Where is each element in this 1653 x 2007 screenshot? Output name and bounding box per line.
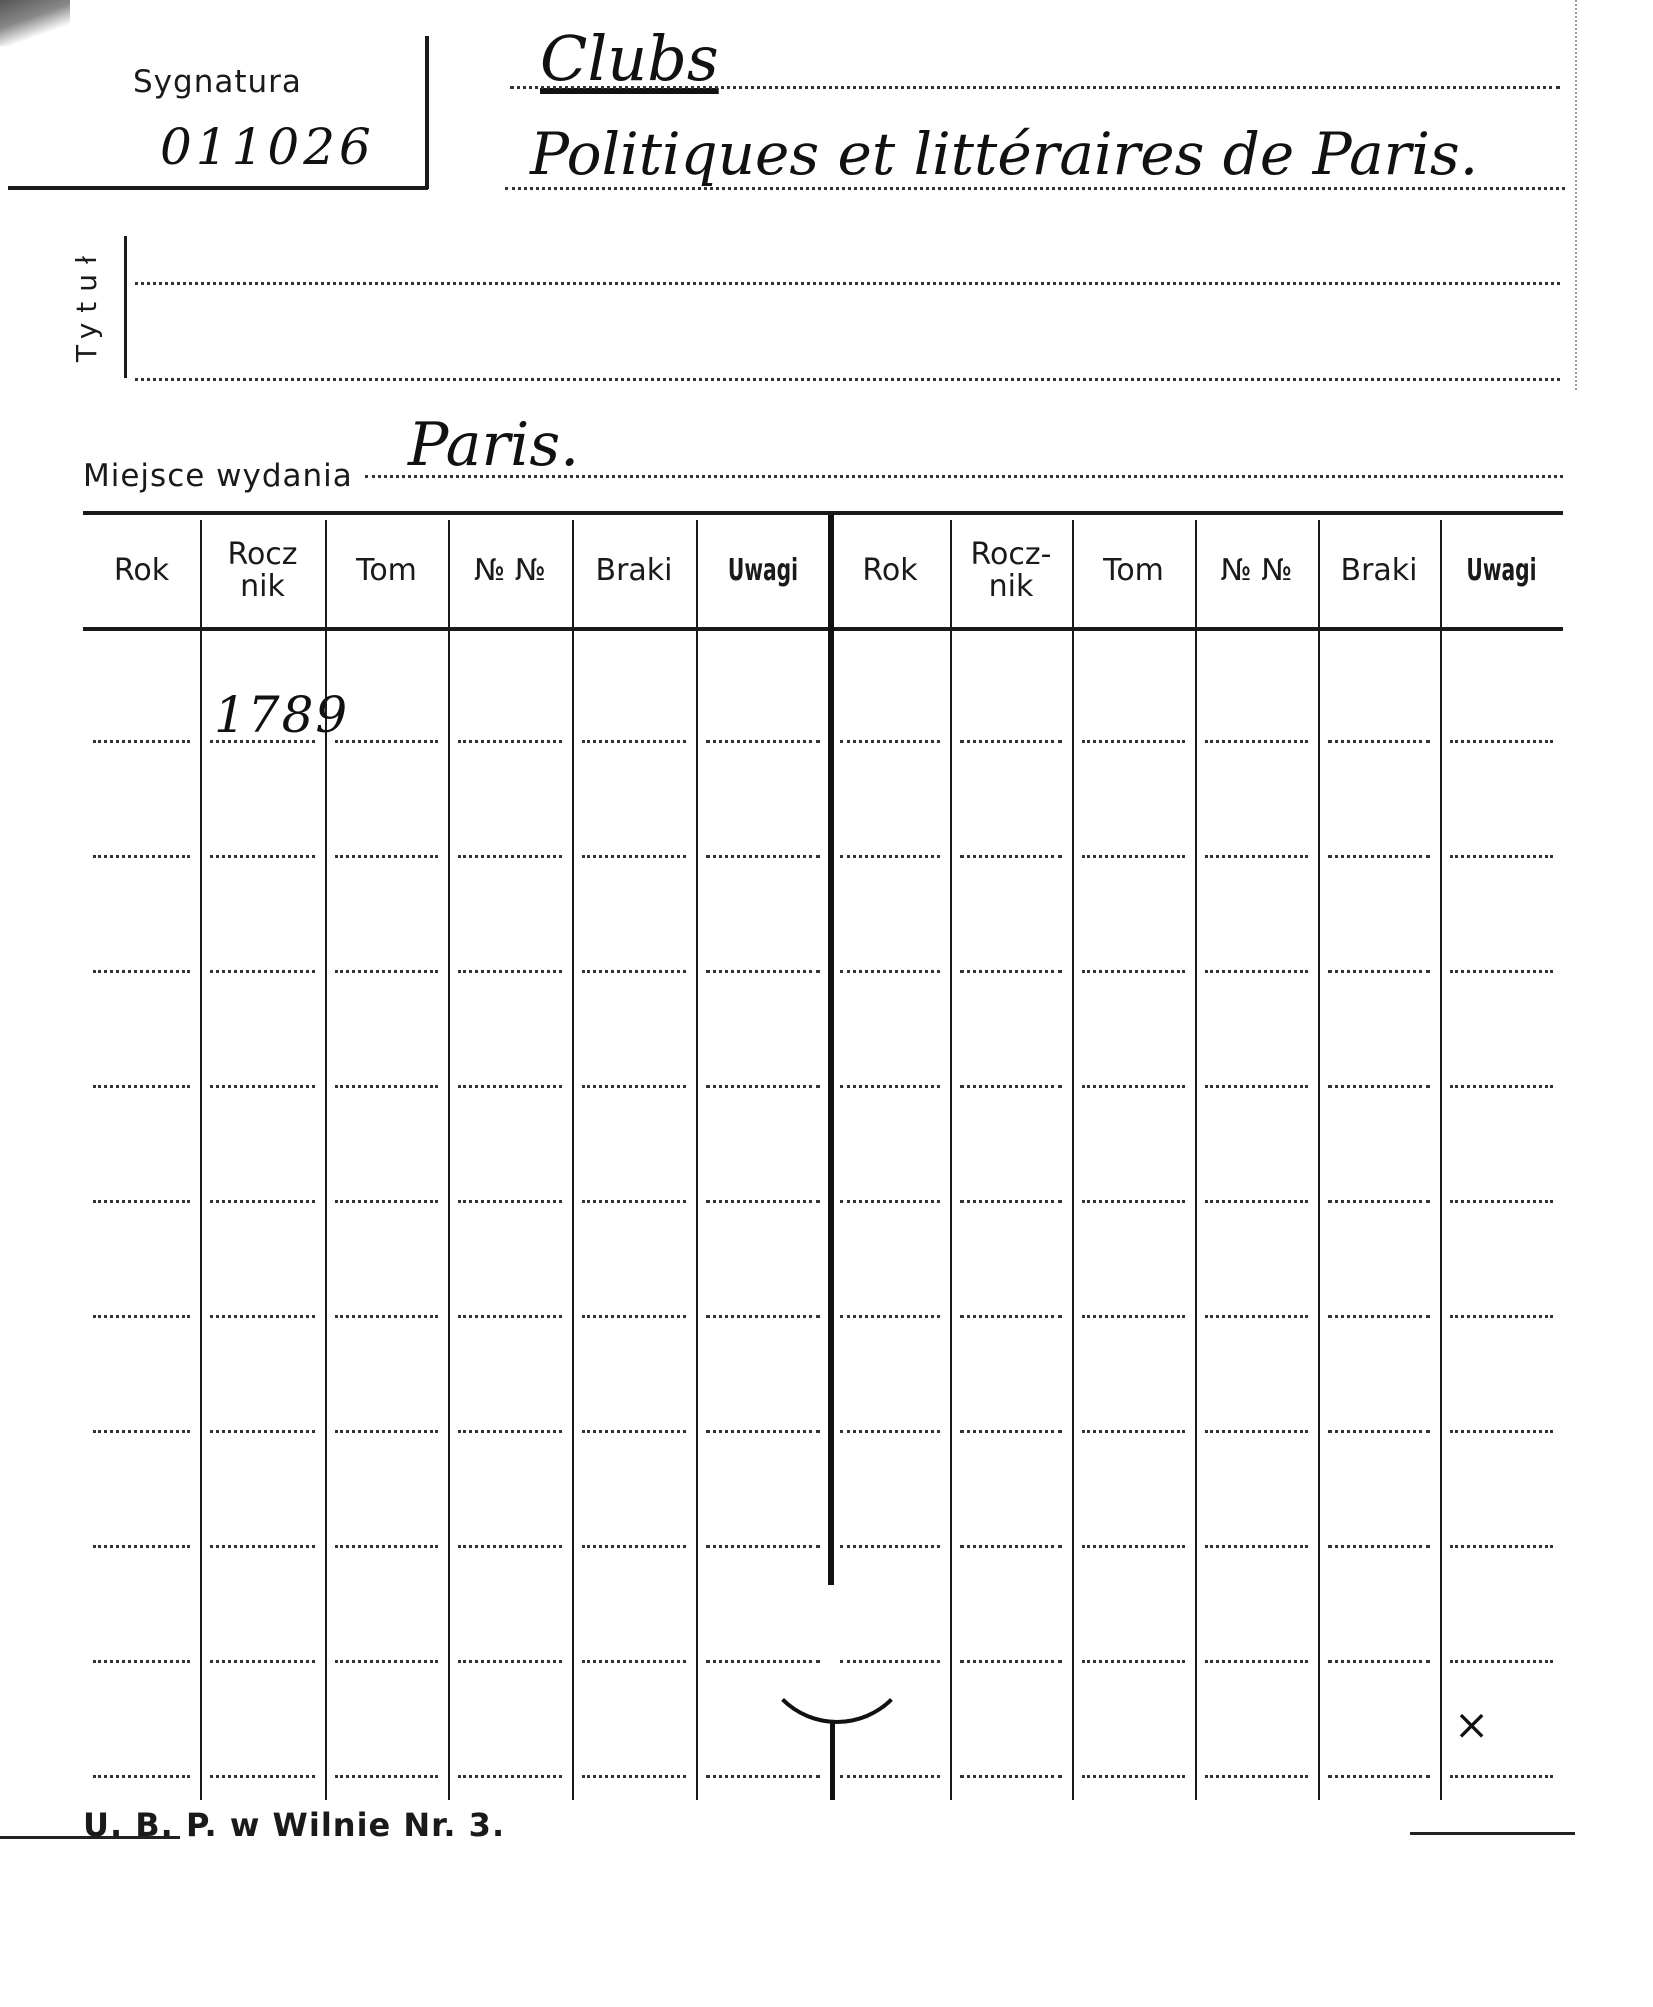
table-cell-dotline	[960, 740, 1062, 743]
table-cell-dotline	[335, 1545, 438, 1548]
table-cell-dotline	[458, 1315, 562, 1318]
tytul-label: Tytuł	[70, 246, 103, 363]
table-cell-dotline	[1328, 1315, 1430, 1318]
table-cell-dotline	[960, 1660, 1062, 1663]
table-cell-dotline	[840, 855, 940, 858]
title-line-2: Politiques et littéraires de Paris.	[530, 120, 1479, 188]
table-cell-dotline	[210, 1660, 315, 1663]
table-cell-dotline	[458, 970, 562, 973]
table-cell-dotline	[1205, 855, 1308, 858]
table-cell-dotline	[93, 1085, 190, 1088]
table-cell-dotline	[582, 1775, 686, 1778]
table-cell-dotline	[335, 1200, 438, 1203]
table-cell-dotline	[1205, 970, 1308, 973]
table-cell-dotline	[210, 970, 315, 973]
table-cell-dotline	[706, 1430, 820, 1433]
title-line-2-dots	[505, 187, 1565, 190]
sygnatura-box-right-border	[425, 36, 429, 189]
table-cell-dotline	[706, 970, 820, 973]
table-cell-dotline	[1205, 1430, 1308, 1433]
sygnatura-box-bottom-border	[8, 186, 428, 190]
table-cell-dotline	[458, 1085, 562, 1088]
table-cell-dotline	[1082, 1430, 1185, 1433]
title-line-1-dots	[510, 86, 1560, 89]
table-cell-dotline	[840, 1775, 940, 1778]
table-cell-dotline	[1450, 740, 1553, 743]
table-cell-dotline	[1328, 1430, 1430, 1433]
uwagi-mark: ×	[1454, 1700, 1490, 1749]
table-cell-dotline	[210, 1775, 315, 1778]
table-cell-dotline	[210, 1545, 315, 1548]
table-cell-dotline	[210, 1085, 315, 1088]
table-cell-dotline	[335, 855, 438, 858]
table-cell-dotline	[93, 970, 190, 973]
rocznik-value: 1789	[214, 686, 350, 744]
column-separator	[1195, 520, 1197, 1800]
column-header: Uwagi	[727, 553, 799, 588]
table-cell-dotline	[93, 1200, 190, 1203]
table-cell-dotline	[582, 1430, 686, 1433]
table-cell-dotline	[960, 970, 1062, 973]
table-cell-dotline	[335, 970, 438, 973]
table-cell-dotline	[1328, 740, 1430, 743]
table-cell-dotline	[93, 1315, 190, 1318]
column-separator	[200, 520, 202, 1800]
table-cell-dotline	[960, 1430, 1062, 1433]
table-cell-dotline	[458, 1545, 562, 1548]
table-cell-dotline	[840, 1200, 940, 1203]
table-cell-dotline	[582, 1660, 686, 1663]
table-cell-dotline	[210, 855, 315, 858]
table-cell-dotline	[582, 1545, 686, 1548]
table-cell-dotline	[93, 740, 190, 743]
sygnatura-label: Sygnatura	[133, 64, 302, 100]
table-cell-dotline	[582, 855, 686, 858]
table-cell-dotline	[840, 1085, 940, 1088]
table-cell-dotline	[335, 1775, 438, 1778]
table-cell-dotline	[960, 1085, 1062, 1088]
column-separator	[1318, 520, 1320, 1800]
table-cell-dotline	[1450, 1085, 1553, 1088]
table-cell-dotline	[93, 1660, 190, 1663]
table-cell-dotline	[1450, 1200, 1553, 1203]
table-cell-dotline	[1328, 1085, 1430, 1088]
table-cell-dotline	[458, 740, 562, 743]
column-header: Braki	[595, 553, 673, 588]
card-right-edge	[1572, 0, 1577, 390]
table-center-divider	[828, 515, 834, 1585]
column-header: Rocz nik	[227, 537, 298, 604]
table-cell-dotline	[1082, 855, 1185, 858]
table-cell-dotline	[582, 1315, 686, 1318]
table-cell-dotline	[1328, 970, 1430, 973]
title-line-1: Clubs	[540, 22, 719, 95]
column-header: Rok	[113, 553, 170, 588]
table-cell-dotline	[458, 1430, 562, 1433]
table-cell-dotline	[335, 1085, 438, 1088]
table-cell-dotline	[1205, 1315, 1308, 1318]
column-header: Rocz- nik	[970, 537, 1052, 604]
table-cell-dotline	[840, 1430, 940, 1433]
footer-imprint: U. B. P. w Wilnie Nr. 3.	[83, 1806, 506, 1844]
table-cell-dotline	[706, 1200, 820, 1203]
column-header: Uwagi	[1466, 553, 1537, 588]
table-header-rule	[83, 627, 1563, 631]
table-cell-dotline	[458, 1775, 562, 1778]
scan-corner-smudge	[0, 0, 70, 46]
table-cell-dotline	[1082, 740, 1185, 743]
table-cell-dotline	[582, 1085, 686, 1088]
table-cell-dotline	[1328, 1775, 1430, 1778]
table-cell-dotline	[960, 1200, 1062, 1203]
table-cell-dotline	[1205, 1545, 1308, 1548]
table-center-divider-foot	[830, 1720, 835, 1800]
table-cell-dotline	[1082, 1085, 1185, 1088]
table-cell-dotline	[1328, 1545, 1430, 1548]
table-cell-dotline	[840, 740, 940, 743]
table-cell-dotline	[840, 1315, 940, 1318]
table-cell-dotline	[840, 970, 940, 973]
table-cell-dotline	[840, 1545, 940, 1548]
table-cell-dotline	[1205, 1660, 1308, 1663]
table-cell-dotline	[1450, 1545, 1553, 1548]
sygnatura-value: 011026	[160, 118, 375, 176]
table-cell-dotline	[1082, 1775, 1185, 1778]
table-cell-dotline	[1328, 855, 1430, 858]
tytul-line-2	[135, 378, 1560, 381]
tytul-bracket	[124, 236, 127, 378]
table-cell-dotline	[1082, 970, 1185, 973]
table-cell-dotline	[458, 1660, 562, 1663]
table-cell-dotline	[582, 740, 686, 743]
table-cell-dotline	[93, 1775, 190, 1778]
table-cell-dotline	[335, 1430, 438, 1433]
table-cell-dotline	[335, 1660, 438, 1663]
table-cell-dotline	[1450, 1660, 1553, 1663]
miejsce-wydania-label: Miejsce wydania	[83, 458, 353, 494]
column-separator	[1072, 520, 1074, 1800]
table-cell-dotline	[960, 1775, 1062, 1778]
table-cell-dotline	[706, 1775, 820, 1778]
table-cell-dotline	[1328, 1660, 1430, 1663]
table-cell-dotline	[1082, 1200, 1185, 1203]
table-cell-dotline	[210, 1430, 315, 1433]
table-cell-dotline	[1082, 1660, 1185, 1663]
table-cell-dotline	[93, 1545, 190, 1548]
footer-rule-right	[1410, 1832, 1575, 1835]
table-cell-dotline	[1328, 1200, 1430, 1203]
table-cell-dotline	[335, 1315, 438, 1318]
column-separator	[1440, 520, 1442, 1800]
table-cell-dotline	[706, 855, 820, 858]
table-cell-dotline	[1205, 1775, 1308, 1778]
column-header: № №	[474, 553, 546, 588]
column-header: Tom	[1103, 553, 1164, 588]
table-cell-dotline	[1450, 1775, 1553, 1778]
column-separator	[448, 520, 450, 1800]
table-cell-dotline	[458, 1200, 562, 1203]
table-cell-dotline	[1082, 1315, 1185, 1318]
tytul-line-1	[135, 282, 1560, 285]
miejsce-wydania-dots	[365, 475, 1563, 478]
column-separator	[950, 520, 952, 1800]
miejsce-wydania-value: Paris.	[408, 410, 580, 480]
table-cell-dotline	[582, 1200, 686, 1203]
table-cell-dotline	[706, 1315, 820, 1318]
table-cell-dotline	[960, 1315, 1062, 1318]
table-cell-dotline	[1205, 1085, 1308, 1088]
table-cell-dotline	[210, 1315, 315, 1318]
table-cell-dotline	[1082, 1545, 1185, 1548]
table-cell-dotline	[706, 1085, 820, 1088]
column-header: Rok	[862, 553, 918, 588]
column-header: Tom	[356, 553, 417, 588]
table-cell-dotline	[458, 855, 562, 858]
table-cell-dotline	[1205, 740, 1308, 743]
table-cell-dotline	[960, 855, 1062, 858]
table-cell-dotline	[706, 1545, 820, 1548]
column-separator	[696, 520, 698, 1800]
table-cell-dotline	[960, 1545, 1062, 1548]
table-cell-dotline	[1450, 970, 1553, 973]
table-cell-dotline	[706, 740, 820, 743]
table-cell-dotline	[1450, 1430, 1553, 1433]
table-cell-dotline	[1450, 855, 1553, 858]
table-cell-dotline	[93, 1430, 190, 1433]
column-separator	[572, 520, 574, 1800]
center-divider-arc	[758, 1640, 916, 1724]
table-cell-dotline	[1450, 1315, 1553, 1318]
table-cell-dotline	[210, 1200, 315, 1203]
table-cell-dotline	[582, 970, 686, 973]
table-cell-dotline	[1205, 1200, 1308, 1203]
column-header: Braki	[1340, 553, 1418, 588]
table-cell-dotline	[335, 740, 438, 743]
table-cell-dotline	[93, 855, 190, 858]
column-header: № №	[1220, 553, 1293, 588]
